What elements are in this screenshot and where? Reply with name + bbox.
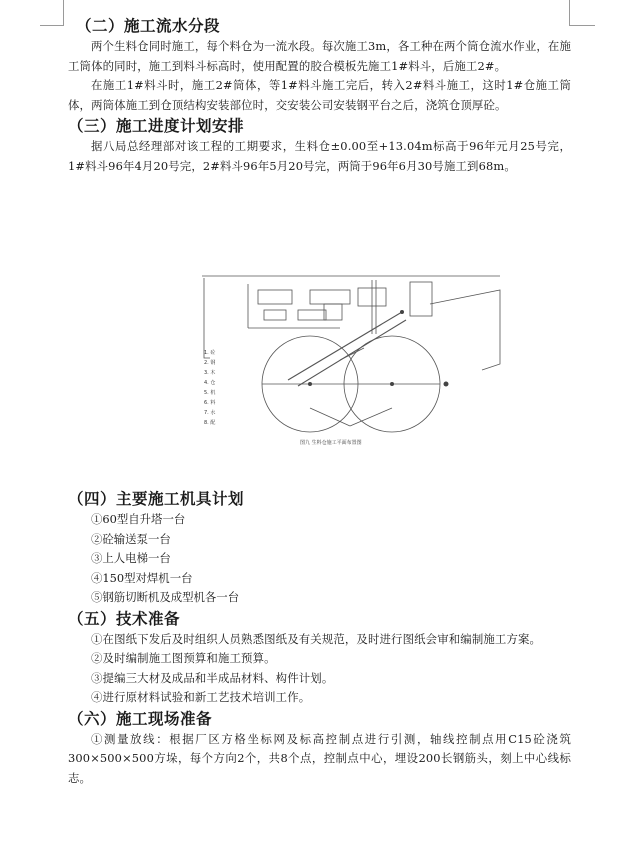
section-heading: （三）施工进度计划安排 (68, 117, 245, 135)
document-body (68, 15, 571, 788)
paragraph: ②及时编制施工图预算和施工预算。 (91, 651, 276, 665)
section-heading: （六）施工现场准备 (68, 709, 213, 728)
legend-item: 1. 砼 (204, 350, 216, 356)
section-heading: （二）施工流水分段 (76, 17, 221, 35)
section-heading: （五）技术准备 (68, 609, 181, 628)
legend-item: 6. 料 (204, 400, 216, 406)
legend-item: 4. 仓 (204, 380, 216, 386)
list-item: ③上人电梯一台 (91, 551, 171, 565)
paragraph: ④进行原材料试验和新工艺技术培训工作。 (91, 690, 311, 704)
list-item: ①60型自升塔一台 (91, 512, 186, 526)
legend-item: 3. 木 (204, 370, 216, 376)
list-item: ④150型对焊机一台 (91, 570, 193, 585)
list-item: ②砼输送泵一台 (91, 531, 171, 546)
paragraph: ③提编三大材及成品和半成品材料、构件计划。 (91, 670, 334, 685)
crop-mark (40, 25, 64, 26)
paragraph: 据八局总经理部对该工程的工期要求，生料仓±0.00至+13.04m标高于96年元月25号完，1#料斗96年4月20号完，2#料斗96年5月20号完，两筒于96年6月30号施工到68m。 (68, 139, 571, 173)
legend-item: 8. 配 (204, 420, 216, 426)
equipment-list (68, 510, 571, 608)
paragraph: ①在图纸下发后及时组织人员熟悉图纸及有关规范，及时进行图纸会审和编制施工方案。 (91, 631, 542, 646)
paragraph: ①测量放线：根据厂区方格坐标网及标高控制点进行引测，轴线控制点用C15砼浇筑300×500×500方垛，每个方向2个，共8个点，控制点中心，埋设200长钢筋头，刻上中心线标志。 (68, 731, 571, 785)
site-plan-drawing (200, 268, 530, 448)
list-item: ⑤钢筋切断机及成型机各一台 (91, 590, 240, 604)
crop-mark (569, 25, 595, 26)
paragraph: 在施工1#料斗时，施工2#筒体，等1#料斗施工完后，转入2#料斗施工，这时1#仓施工筒体，两筒体施工到仓顶结构安装部位时，交安装公司安装钢平台之后，浇筑仓顶厚砼。 (68, 78, 571, 112)
section-heading: （四）主要施工机具计划 (68, 490, 245, 508)
paragraph: 两个生料仓同时施工，每个料仓为一流水段。每次施工3m，各工种在两个筒仓流水作业，在施工筒体的同时，施工到料斗标高时，使用配置的胶合模板先施工1#料斗，后施工2#。 (68, 39, 571, 73)
site-layout-figure (200, 268, 530, 448)
legend-item: 7. 水 (204, 410, 216, 416)
crop-mark (63, 0, 64, 26)
legend-item: 5. 机 (204, 390, 216, 396)
legend-item: 2. 钢 (204, 360, 216, 366)
figure-caption: 图九 生料仓施工平面布置图 (300, 440, 362, 446)
